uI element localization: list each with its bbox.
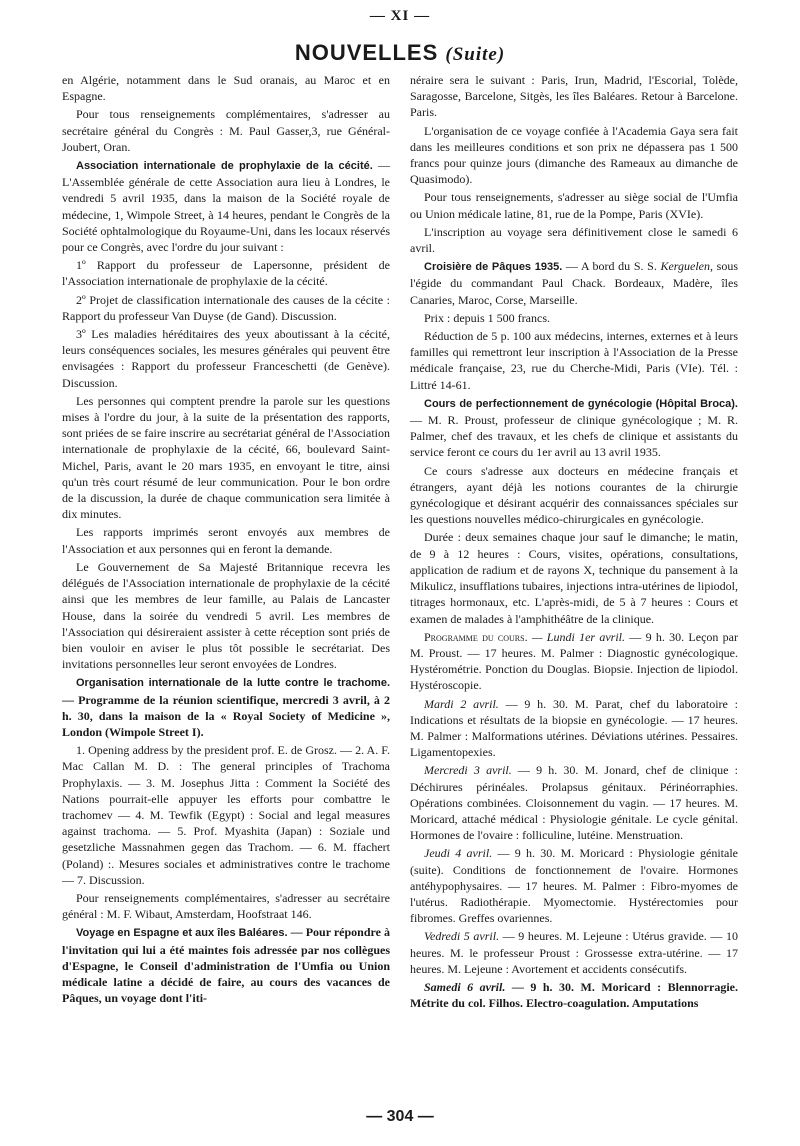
title-main: NOUVELLES	[294, 40, 439, 65]
paragraph: Durée : deux semaines chaque jour sauf le dimanche; le matin, de 9 à 12 heures : Cours, visites, opérations, consultations, application de radium et de rayons X, technique du pansement à la Mikulicz, insufflations tubaires, injections intra-utérines de lipiodol, titrages hormonaux, etc. L'après-midi, de 5 à 7 heures : Cours et examen de malades à l'amphithéâtre de la clinique.	[410, 530, 738, 626]
right-column	[410, 72, 738, 1013]
section-heading: Voyage en Espagne et aux îles Baléares.	[76, 927, 288, 940]
section-text: , sous l'égide du commandant Paul Chack. Bordeaux, Madère, îles Canaries, Maroc, Corse, Marseille.	[410, 259, 738, 307]
paragraph: Pour tous renseignements complémentaires, s'adresser au secrétaire général du Congrès : M. Paul Gasser,3, rue Général-Joubert, Oran.	[62, 107, 390, 154]
paragraph: Pour tous renseignements, s'adresser au siège social de l'Umfia ou Union médicale latine, 81, rue de la Pompe, Paris (XVIe).	[410, 190, 738, 221]
program-day	[410, 845, 738, 926]
ship-name: Kerguelen	[660, 259, 711, 274]
paragraph: Ce cours s'adresse aux docteurs en médecine français et étrangers, ayant déjà les notions courantes de la chirurgie gynécologique et désirant acquérir des connaissances spéciales sur les questions nouvelles médico-chirurgicales en gynécologie.	[410, 463, 738, 527]
paragraph: 3º Les maladies héréditaires des yeux aboutissant à la cécité, leurs conséquences sociales, les mesures générales qui peuvent être envisagées : Rapport du professeur Franceschetti (de Genève). Discussion.	[62, 327, 390, 390]
section-text: — Programme de la réunion scientifique, mercredi 3 avril, à 2 h. 30, dans la maison de la « Royal Society of Medicine », London (Wimpole Street I).	[62, 692, 390, 739]
program-day	[410, 928, 738, 977]
section-heading: Cours de perfectionnement de gynécologie (Hôpital Broca).	[424, 397, 738, 410]
paragraph: Réduction de 5 p. 100 aux médecins, internes, externes et à leurs familles qui remettront leur inscription à l'Association de la Presse médicale française, 23, rue du Cherche-Midi, Paris (VIe). Tél. : Littré 14-61.	[410, 329, 738, 392]
section-heading: Organisation internationale de la lutte contre le trachome.	[76, 677, 390, 690]
section-spain-trip	[62, 924, 390, 1006]
program-date: — Lundi 1er avril.	[527, 629, 626, 644]
program-text: — 9 h. 30. M. Jonard, chef de clinique : Déchirures périnéales. Prolapsus génitaux. Périnéorraphies. Opérations combinées. Cloisonnement du vagin. — 17 heures. M. Moricard, attaché médical : Physiologie génitale. Le cycle génital. Hormones de l'ovaire : folliculine, lutéine. Menstruation.	[410, 763, 739, 843]
program-date: Mercredi 3 avril.	[424, 763, 512, 778]
paragraph: néraire sera le suivant : Paris, Irun, Madrid, l'Escorial, Tolède, Saragosse, Barcelone, Sitgès, les îles Baléares. Retour à Barcelone. Paris.	[410, 73, 738, 120]
section-text: — M. R. Proust, professeur de clinique gynécologique ; M. R. Palmer, chef des travaux, et les chefs de clinique et assistants du service feront ce cours du 1er avril au 13 avril 1935.	[410, 413, 738, 460]
title-suffix: (Suite)	[445, 44, 506, 65]
program-date: Vedredi 5 avril.	[424, 929, 500, 944]
program-date: Mardi 2 avril.	[424, 696, 499, 711]
program-text: — 9 h. 30. M. Moricard : Blennorragie. Métrite du col. Filhos. Electro-coagulation. Amputations	[410, 979, 738, 1011]
section-cruise	[410, 258, 738, 308]
paragraph: 1º Rapport du professeur de Lapersonne, président de l'Association internationale de prophylaxie de la cécité.	[62, 258, 390, 289]
page-roman-number: — XI —	[369, 8, 431, 24]
left-column	[62, 72, 390, 1008]
paragraph: L'organisation de ce voyage confiée à l'Academia Gaya sera fait dans les meilleures conditions et son prix ne dépassera pas 1 500 francs pour quinze jours (dimanche des Rameaux au dimanche de Quasimodo).	[410, 123, 738, 187]
program-date: Jeudi 4 avril.	[424, 846, 493, 861]
paragraph: en Algérie, notamment dans le Sud oranais, au Maroc et en Espagne.	[62, 73, 390, 104]
section-heading: Association internationale de prophylaxie de la cécité.	[76, 160, 373, 173]
paragraph: Les rapports imprimés seront envoyés aux membres de l'Association et aux personnes qui en feront la demande.	[62, 525, 390, 556]
section-heading: Croisière de Pâques 1935.	[424, 261, 563, 274]
page-title	[0, 40, 800, 66]
paragraph: Le Gouvernement de Sa Majesté Britannique recevra les délégués de l'Association internationale de prophylaxie de la cécité ainsi que les membres de leur famille, au Palais de Lancaster House, dans la soirée du vendredi 5 avril. Les membres de l'Association qui désireraient assister à cette réception sont priés de bien vouloir en aviser le plus tôt possible le secrétariat. Des invitations personnelles leur seront envoyées de Londres.	[62, 559, 390, 672]
program-text: — 9 h. 30. Leçon par M. Proust. — 17 heures. M. Palmer : Diagnostic gynécologique. Hystérométrie. Ponction du Douglas. Biopsie. Injection de lipiodol. Hystéroscopie.	[410, 629, 738, 693]
program-text: — 9 heures. M. Lejeune : Utérus gravide. — 10 heures. M. le professeur Proust : Grossesse extra-utérine. — 17 heures. M. Lejeune : Avortement et accidents consécutifs.	[410, 929, 738, 976]
paragraph: Les personnes qui comptent prendre la parole sur les questions mises à l'ordre du jour, à la suite de la présentation des rapports, sont priées de se faire inscrire au secrétariat général de l'Association internationale de prophylaxie de la cécité, 66, boulevard Saint-Michel, Paris, avant le 20 mars 1935, en envoyant le titre, ainsi qu'un très court résumé de leur communication. Pour le bon ordre de la discussion, la durée de chaque communication sera limitée à dix minutes.	[62, 393, 390, 522]
section-text: — Pour répondre à l'invitation qui lui a été maintes fois adressée par nos collègues d'Espagne, le Conseil d'administration de l'Umfia ou Union médicale latine a décidé de faire, au cours des vacances de Pâques, un voyage dont l'iti-	[62, 925, 391, 1006]
program-date: Samedi 6 avril.	[424, 979, 506, 994]
program-text: — 9 h. 30. M. Parat, chef du laboratoire : Indications et résultats de la biopsie en gynécologie. — 17 heures. M. Palmer : Malformations utérines. Déviations utérines. Pessaires. Ligamentopexies.	[410, 696, 739, 760]
program-text: — 9 h. 30. M. Moricard : Physiologie génitale (suite). Conditions de fonctionnement de l'ovaire. Hormones antéhypophysaires. — 17 heures. M. Palmer : Fibro-myomes de l'utérus. Radiothérapie. Myomectomie. Hystérectomies pour fibromes. Greffes ovariennes.	[410, 846, 738, 926]
section-text: — A bord du S. S.	[562, 259, 661, 274]
program-day	[410, 629, 738, 694]
page-number: — 304 —	[366, 1108, 434, 1125]
program-day	[410, 979, 738, 1011]
paragraph: 2º Projet de classification internationale des causes de la cécite : Rapport du professeur Van Duyse (de Gand). Discussion.	[62, 292, 390, 323]
paragraph: Prix : depuis 1 500 francs.	[424, 310, 550, 325]
program-day	[410, 762, 738, 843]
section-blindness	[62, 157, 390, 255]
paragraph: L'inscription au voyage sera définitivement close le samedi 6 avril.	[410, 224, 738, 256]
paragraph: 1. Opening address by the president prof. E. de Grosz. — 2. A. F. Mac Callan M. D. : The general principles of Trachoma Prophylaxis. — 3. M. Josephus Jitta : Comment la Société des Nations pourrait-elle appuyer les efforts pour combattre le trachomev — 4. M. Tewfik (Egypt) : Social and legal measures against trachoma. — 5. Prof. Myashita (Japan) : Soziale und gesetzliche Massnahmen gegen das Trachom. — 6. M. ffachert (Poland) :. Mesures sociales et administratives contre le trachome — 7. Discussion.	[62, 743, 390, 887]
program-day	[410, 696, 738, 761]
program-label: Programme du cours.	[424, 629, 528, 644]
section-gynecology	[410, 395, 738, 461]
section-trachoma	[62, 674, 390, 740]
section-text: — L'Assemblée générale de cette Association aura lieu à Londres, le vendredi 5 avril 1935, dans la maison de la Société royale de médecine, 1, Wimpole Street, à 14 heures, pendant le Congrès de la Société ophtalmologique du Royaume-Uni, dans les locaux réservés pour ce Congrès, avec l'ordre du jour suivant :	[62, 158, 390, 255]
paragraph: Pour renseignements complémentaires, s'adresser au secrétaire général : M. F. Wibaut, Amsterdam, Hoofstraat 146.	[62, 890, 390, 922]
